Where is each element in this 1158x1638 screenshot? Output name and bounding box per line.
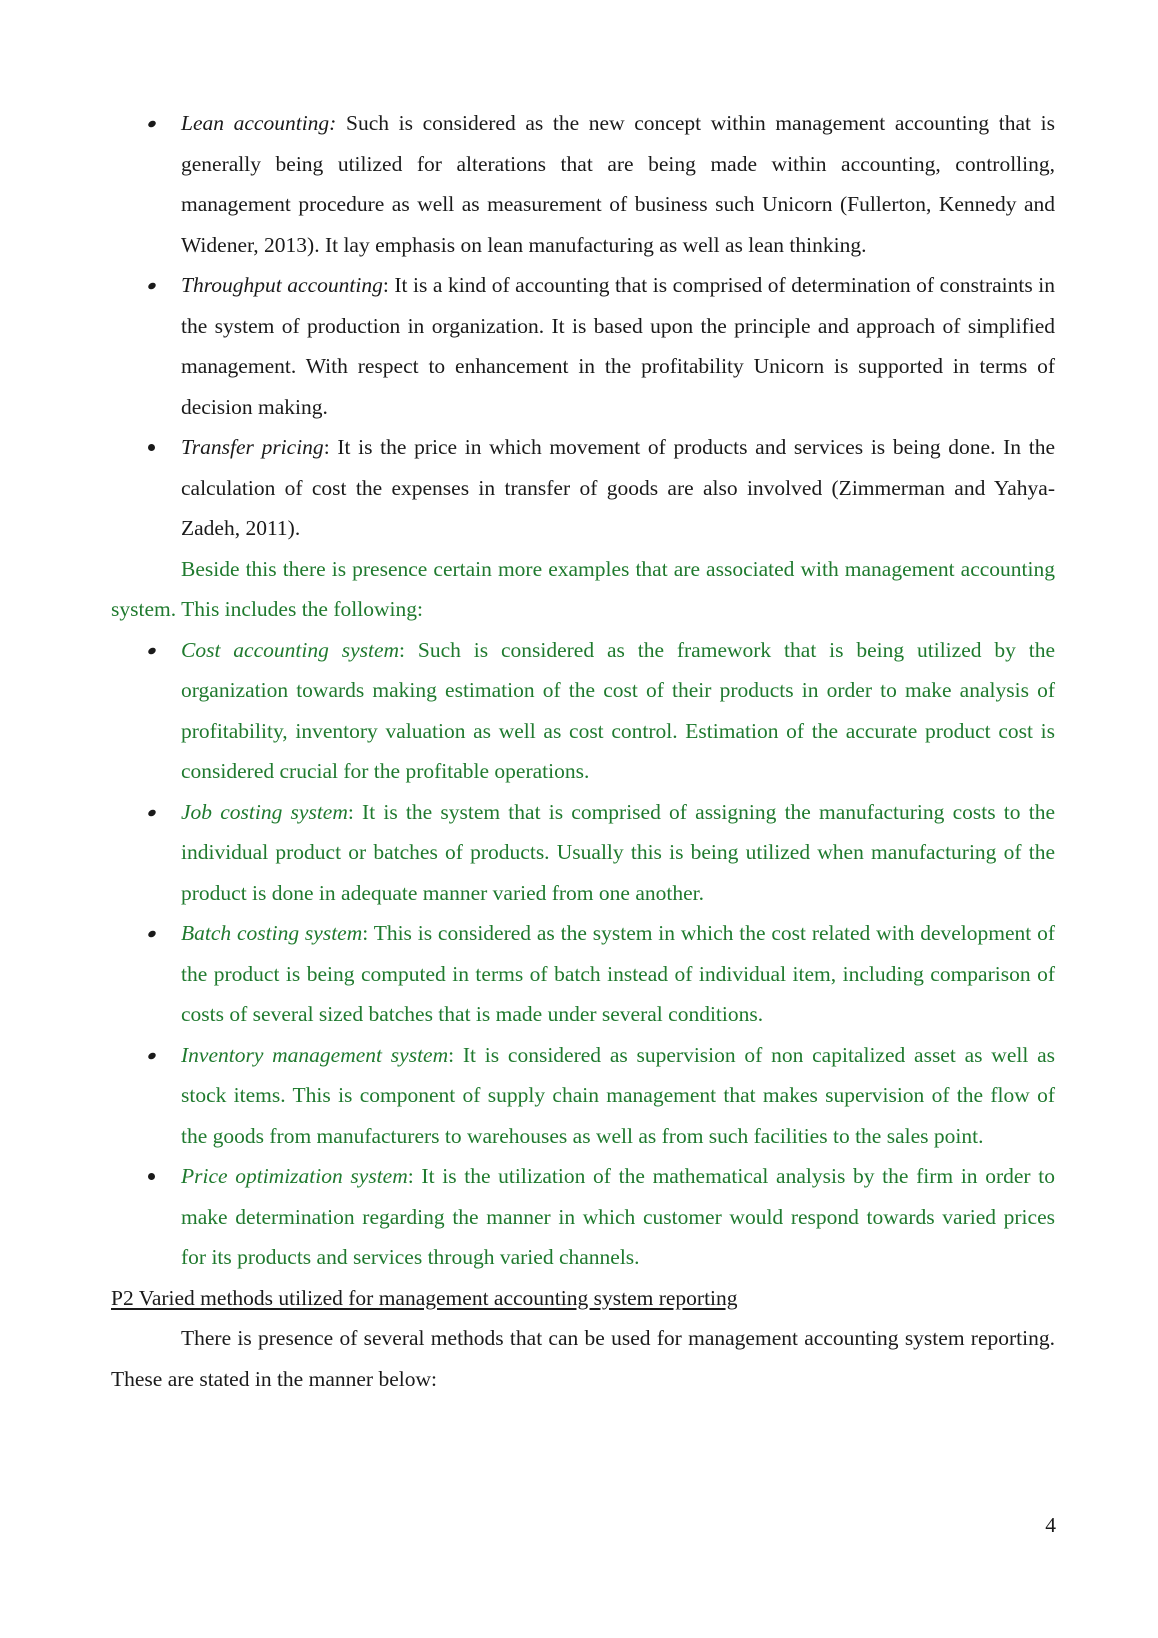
bullet-icon bbox=[147, 281, 157, 290]
term-label: Cost accounting system bbox=[181, 637, 400, 662]
closing-paragraph: There is presence of several methods that can be used for management accounting system reporting. These are stated in the manner below: bbox=[111, 1326, 1055, 1391]
item-text: : It is considered as supervision of non capitalized asset as well as stock items. This is component of supply chain management that makes supervision of the flow of the goods from manufacturers to warehouses as well as from such facilities to the sales point. bbox=[181, 1042, 1055, 1148]
item-text: : This is considered as the system in which the cost related with development of the product is being computed in terms of batch instead of individual item, including comparison of costs of several sized batches that is made under several conditions. bbox=[181, 921, 1056, 1026]
bullet-icon bbox=[147, 1051, 157, 1060]
bullet-list-accounting-types bbox=[111, 103, 1055, 549]
bullet-icon bbox=[147, 119, 157, 128]
item-text: Such is considered as the new concept within management accounting that is generally being utilized for alterations that are being made within accounting, controlling, management procedure as well as measurement of business such Unicorn (Fullerton, Kennedy and Widener, 2013). It lay emphasis on lean manufacturing as well as lean thinking. bbox=[181, 111, 1055, 257]
section-heading: P2 Varied methods utilized for management accounting system reporting bbox=[111, 1285, 738, 1310]
bullet-icon bbox=[147, 646, 157, 655]
item-text: : It is the utilization of the mathematical analysis by the firm in order to make determination regarding the manner in which customer would respond towards varied prices for its products and services through varied channels. bbox=[181, 1164, 1055, 1269]
bullet-list-system-examples bbox=[111, 630, 1055, 1278]
term-label: Job costing system bbox=[181, 799, 348, 824]
term-label: Throughput accounting bbox=[181, 273, 383, 297]
bullet-icon bbox=[147, 929, 157, 938]
intro-paragraph: Beside this there is presence certain more examples that are associated with management accounting system. This includes the following: bbox=[111, 556, 1055, 621]
list-item-price-optimization-system bbox=[111, 1156, 1055, 1278]
list-item-transfer-pricing bbox=[111, 427, 1055, 549]
item-text: : Such is considered as the framework that is being utilized by the organization towards making estimation of the cost of their products in order to make analysis of profitability, inventory valuation as well as cost control. Estimation of the accurate product cost is considered crucial for the profitable operations. bbox=[181, 637, 1055, 783]
list-item-inventory-management-system bbox=[111, 1035, 1055, 1157]
list-item-lean-accounting bbox=[111, 103, 1055, 265]
term-label: Inventory management system bbox=[181, 1042, 449, 1067]
list-item-batch-costing-system bbox=[111, 913, 1055, 1035]
term-label: Batch costing system bbox=[181, 921, 363, 945]
document-page bbox=[111, 103, 1055, 1399]
item-text: : It is the system that is comprised of assigning the manufacturing costs to the individual product or batches of products. Usually this is being utilized when manufacturing of the product is done in adequate manner varied from one another. bbox=[181, 799, 1055, 905]
bullet-icon bbox=[148, 444, 155, 451]
list-item-job-costing-system bbox=[111, 792, 1055, 914]
term-label: Lean accounting: bbox=[181, 111, 337, 135]
term-label: Price optimization system bbox=[181, 1164, 408, 1188]
bullet-icon bbox=[147, 808, 157, 817]
item-text: : It is a kind of accounting that is comprised of determination of constraints in the system of production in organization. It is based upon the principle and approach of simplified management. With respect to enhancement in the profitability Unicorn is supported in terms of decision making. bbox=[181, 273, 1055, 419]
page-number: 4 bbox=[1045, 1513, 1056, 1537]
term-label: Transfer pricing bbox=[181, 435, 324, 459]
bullet-icon bbox=[148, 1173, 155, 1180]
list-item-throughput-accounting bbox=[111, 265, 1055, 427]
list-item-cost-accounting-system bbox=[111, 630, 1055, 792]
item-text: : It is the price in which movement of products and services is being done. In the calculation of cost the expenses in transfer of goods are also involved (Zimmerman and Yahya-Zadeh, 2011). bbox=[181, 435, 1055, 540]
